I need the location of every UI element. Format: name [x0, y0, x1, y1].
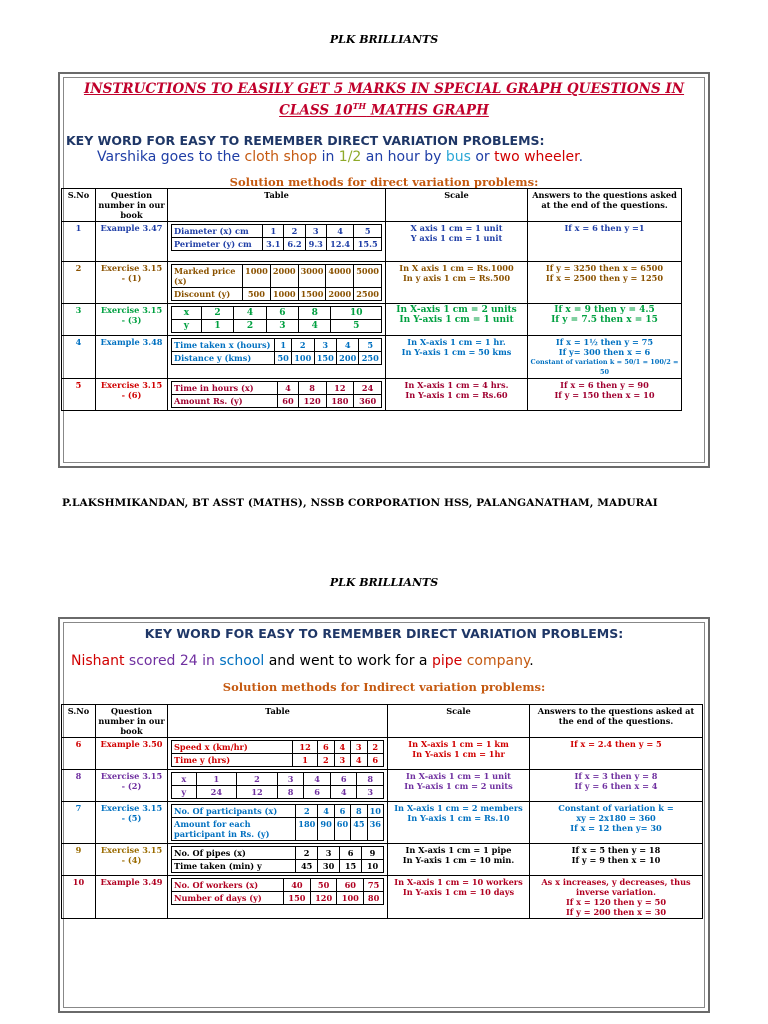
- x-label: No. Of pipes (x): [172, 847, 296, 860]
- row-sno: 6: [62, 738, 96, 770]
- scale-x: In X-axis 1 cm = 2 units: [396, 305, 517, 315]
- x-value: 4: [336, 339, 358, 352]
- x-value: 3: [351, 741, 367, 754]
- col-scale: Scale: [388, 705, 530, 738]
- col-question: Question number in our book: [96, 189, 168, 222]
- answer-1: If x = 3 then y = 8: [574, 771, 658, 781]
- scale-y: Y axis 1 cm = 1 unit: [410, 233, 503, 243]
- subtitle-indirect: Solution methods for Indirect variation problems:: [222, 680, 546, 694]
- x-value: 10: [331, 307, 382, 320]
- y-values-row: [172, 320, 382, 333]
- direct-variation-table: [61, 188, 682, 411]
- x-value: 6: [330, 773, 357, 786]
- x-value: 3000: [298, 265, 326, 288]
- x-value: 75: [364, 879, 384, 892]
- value-table: [171, 772, 384, 799]
- title-superscript: TH: [352, 101, 367, 111]
- x-value: 4: [278, 382, 299, 395]
- col-question: Question number in our book: [96, 705, 168, 738]
- table-header-row: [62, 189, 682, 222]
- y-value: 80: [364, 892, 384, 905]
- x-value: 3: [318, 847, 340, 860]
- table-row: [62, 802, 703, 844]
- row-question: Exercise 3.15 - (2): [96, 770, 168, 802]
- table-row: [62, 876, 703, 919]
- answer-3: Constant of variation k = 50/1 = 100/2 = 50: [530, 358, 679, 376]
- y-value: 4: [351, 754, 367, 767]
- title-line-1: INSTRUCTIONS TO EASILY GET 5 MARKS IN SPECIAL GRAPH QUESTIONS IN: [83, 81, 685, 97]
- row-scale: [386, 336, 528, 379]
- x-values-row: [172, 879, 384, 892]
- y-value: 100: [337, 892, 364, 905]
- y-label: y: [172, 786, 197, 799]
- word-pipe: pipe: [431, 653, 463, 669]
- title-line-2: [62, 98, 706, 120]
- word-nishant: Nishant: [71, 653, 125, 669]
- scale-y: In Y-axis 1 cm = 1 unit: [399, 315, 514, 325]
- row-table: [168, 738, 388, 770]
- scale-x: In X-axis 1 cm = 1 km: [408, 739, 509, 749]
- table-row: [62, 379, 682, 411]
- subtitle-direct: Solution methods for direct variation problems:: [229, 175, 539, 189]
- y-values-row: [172, 288, 382, 301]
- row-scale: [388, 770, 530, 802]
- y-value: 50: [275, 352, 292, 365]
- y-value: 9.3: [305, 238, 326, 251]
- value-table: [171, 804, 384, 841]
- scale-y: In Y-axis 1 cm = 10 min.: [402, 855, 515, 865]
- value-table: [171, 224, 382, 251]
- row-answers: [528, 336, 682, 379]
- y-values-row: [172, 395, 382, 408]
- scale-y: In Y-axis 1 cm = Rs.10: [407, 813, 510, 823]
- y-value: 36: [367, 818, 383, 841]
- row-scale: [388, 802, 530, 844]
- y-value: 15: [340, 860, 362, 873]
- y-value: 2: [318, 754, 334, 767]
- row-table: [168, 844, 388, 876]
- answer-1: As x increases, y decreases, thus inverse variation.: [541, 877, 691, 897]
- x-value: 6: [340, 847, 362, 860]
- answer-1: If x = 1½ then y = 75: [555, 337, 654, 347]
- scale-x: In X-axis 1 cm = 1 pipe: [405, 845, 512, 855]
- value-table: [171, 306, 382, 333]
- row-scale: [386, 222, 528, 262]
- row-sno: 5: [62, 379, 96, 411]
- x-value: 8: [351, 805, 367, 818]
- sentence-period: .: [578, 149, 584, 165]
- x-label: Marked price (x): [172, 265, 243, 288]
- y-value: 200: [336, 352, 358, 365]
- row-sno: 1: [62, 222, 96, 262]
- row-answers: [528, 304, 682, 336]
- y-label: Perimeter (y) cm: [172, 238, 263, 251]
- row-question: Example 3.48: [96, 336, 168, 379]
- x-value: 4: [304, 773, 331, 786]
- x-value: 1: [263, 225, 284, 238]
- y-value: 2000: [326, 288, 354, 301]
- x-value: 8: [357, 773, 384, 786]
- x-value: 8: [298, 382, 326, 395]
- y-value: 2: [234, 320, 266, 333]
- x-label: x: [172, 307, 202, 320]
- x-value: 12: [326, 382, 354, 395]
- value-table: [171, 381, 382, 408]
- title-class: CLASS 10: [279, 102, 353, 119]
- row-sno: 9: [62, 844, 96, 876]
- table-header-row: [62, 705, 703, 738]
- row-table: [168, 876, 388, 919]
- row-sno: 8: [62, 770, 96, 802]
- x-values-row: [172, 265, 382, 288]
- y-value: 1500: [298, 288, 326, 301]
- row-sno: 7: [62, 802, 96, 844]
- scale-x: X axis 1 cm = 1 unit: [410, 223, 503, 233]
- x-value: 12: [292, 741, 317, 754]
- row-table: [168, 222, 386, 262]
- x-label: No. Of participants (x): [172, 805, 296, 818]
- y-value: 60: [334, 818, 350, 841]
- x-value: 60: [337, 879, 364, 892]
- row-table: [168, 379, 386, 411]
- answer-3: If x = 12 then y= 30: [570, 823, 662, 833]
- row-answers: [530, 802, 703, 844]
- x-value: 8: [299, 307, 331, 320]
- y-value: 6: [367, 754, 384, 767]
- col-scale: Scale: [386, 189, 528, 222]
- row-scale: [388, 844, 530, 876]
- word-or: or: [470, 149, 495, 165]
- col-table: Table: [168, 189, 386, 222]
- scale-x: In X-axis 1 cm = 1 unit: [406, 771, 511, 781]
- row-sno: 4: [62, 336, 96, 379]
- y-value: 30: [318, 860, 340, 873]
- y-values-row: [172, 352, 382, 365]
- word-half: 1/2: [338, 149, 362, 165]
- word-scored: scored: [124, 653, 180, 669]
- row-sno: 10: [62, 876, 96, 919]
- row-answers: [530, 844, 703, 876]
- row-question: Exercise 3.15 - (1): [96, 262, 168, 304]
- x-value: 2: [284, 225, 305, 238]
- scale-y: In Y-axis 1 cm = Rs.60: [405, 390, 508, 400]
- value-table: [171, 878, 384, 905]
- answer-2: If y = 150 then x = 10: [554, 390, 655, 400]
- answer-1: If x = 5 then y = 18: [571, 845, 661, 855]
- y-value: 120: [310, 892, 337, 905]
- y-value: 12: [237, 786, 278, 799]
- y-value: 500: [243, 288, 271, 301]
- x-value: 6: [334, 805, 350, 818]
- x-value: 3: [277, 773, 304, 786]
- x-value: 2: [201, 307, 233, 320]
- y-value: 12.4: [326, 238, 354, 251]
- scale-y: In Y-axis 1 cm = 1hr: [412, 749, 505, 759]
- mnemonic-sentence-2: [71, 653, 534, 669]
- indirect-variation-table: [61, 704, 703, 919]
- row-question: Example 3.50: [96, 738, 168, 770]
- x-values-row: [172, 847, 384, 860]
- answer-1: If x = 6 then y =1: [564, 223, 645, 233]
- y-value: 120: [298, 395, 326, 408]
- word-two-wheeler: two wheeler: [494, 149, 579, 165]
- table-row: [62, 304, 682, 336]
- x-value: 10: [367, 805, 383, 818]
- row-sno: 2: [62, 262, 96, 304]
- row-scale: [386, 262, 528, 304]
- x-value: 4: [334, 741, 350, 754]
- x-value: 5: [359, 339, 382, 352]
- answer-3: If y = 200 then x = 30: [565, 907, 667, 917]
- x-values-row: [172, 225, 382, 238]
- x-label: Speed x (km/hr): [172, 741, 293, 754]
- y-label: Amount for each participant in Rs. (y): [172, 818, 296, 841]
- x-value: 2: [367, 741, 384, 754]
- y-value: 4: [299, 320, 331, 333]
- answer-2: If y = 7.5 then x = 15: [551, 315, 658, 325]
- col-sno: S.No: [62, 705, 96, 738]
- row-answers: [528, 379, 682, 411]
- answer-2: xy = 2x180 = 360: [576, 813, 656, 823]
- x-value: 3: [305, 225, 326, 238]
- y-value: 3: [266, 320, 298, 333]
- y-value: 2500: [354, 288, 382, 301]
- y-value: 10: [362, 860, 384, 873]
- table-row: [62, 222, 682, 262]
- x-values-row: [172, 307, 382, 320]
- word-went-to-work: and went to work for a: [264, 653, 432, 669]
- value-table: [171, 740, 384, 767]
- x-label: Time in hours (x): [172, 382, 278, 395]
- y-label: Time taken (min) y: [172, 860, 296, 873]
- x-value: 3: [314, 339, 336, 352]
- x-label: Time taken x (hours): [172, 339, 275, 352]
- y-label: Time y (hrs): [172, 754, 293, 767]
- y-value: 1000: [270, 288, 298, 301]
- word-cloth-shop: cloth shop: [244, 149, 318, 165]
- y-value: 250: [359, 352, 382, 365]
- y-values-row: [172, 892, 384, 905]
- table-row: [62, 262, 682, 304]
- y-value: 100: [292, 352, 314, 365]
- scale-y: In Y-axis 1 cm = 2 units: [404, 781, 513, 791]
- word-school: school: [219, 653, 265, 669]
- keyword-heading-2: KEY WORD FOR EASY TO REMEMBER DIRECT VARIATION PROBLEMS:: [144, 626, 624, 641]
- y-value: 180: [296, 818, 318, 841]
- row-question: Exercise 3.15 - (3): [96, 304, 168, 336]
- y-value: 90: [318, 818, 334, 841]
- answer-2: If y = 9 then x = 10: [571, 855, 661, 865]
- y-value: 6.2: [284, 238, 305, 251]
- word-company: company: [462, 653, 530, 669]
- row-table: [168, 802, 388, 844]
- row-table: [168, 336, 386, 379]
- y-value: 4: [330, 786, 357, 799]
- y-value: 24: [196, 786, 237, 799]
- y-label: Discount (y): [172, 288, 243, 301]
- x-value: 6: [318, 741, 334, 754]
- y-values-row: [172, 754, 384, 767]
- y-values-row: [172, 786, 384, 799]
- x-value: 4: [326, 225, 354, 238]
- row-table: [168, 262, 386, 304]
- answer-1: Constant of variation k =: [558, 803, 674, 813]
- word-in: in: [197, 653, 220, 669]
- y-value: 1: [201, 320, 233, 333]
- x-value: 1000: [243, 265, 271, 288]
- x-values-row: [172, 382, 382, 395]
- x-values-row: [172, 741, 384, 754]
- y-value: 5: [331, 320, 382, 333]
- row-question: Exercise 3.15 - (5): [96, 802, 168, 844]
- value-table: [171, 846, 384, 873]
- scale-x: In X-axis 1 cm = 1 hr.: [407, 337, 506, 347]
- x-value: 2: [296, 805, 318, 818]
- row-answers: [530, 770, 703, 802]
- table-row: [62, 770, 703, 802]
- row-scale: [388, 876, 530, 919]
- scale-y: In y axis 1 cm = Rs.500: [402, 273, 511, 283]
- page-header-2: PLK BRILLIANTS: [329, 576, 439, 589]
- row-scale: [388, 738, 530, 770]
- col-sno: S.No: [62, 189, 96, 222]
- scale-x: In X-axis 1 cm = 2 members: [394, 803, 523, 813]
- row-scale: [386, 304, 528, 336]
- row-answers: [528, 222, 682, 262]
- value-table: [171, 264, 382, 301]
- y-value: 3: [334, 754, 350, 767]
- row-answers: [528, 262, 682, 304]
- row-sno: 3: [62, 304, 96, 336]
- x-value: 5000: [354, 265, 382, 288]
- row-table: [168, 770, 388, 802]
- author-footer: P.LAKSHMIKANDAN, BT ASST (MATHS), NSSB CORPORATION HSS, PALANGANATHAM, MADURAI: [62, 497, 658, 509]
- table-row: [62, 844, 703, 876]
- x-value: 40: [284, 879, 311, 892]
- y-value: 8: [277, 786, 304, 799]
- table-row: [62, 738, 703, 770]
- x-value: 9: [362, 847, 384, 860]
- y-value: 45: [351, 818, 367, 841]
- x-value: 24: [354, 382, 382, 395]
- y-label: Number of days (y): [172, 892, 284, 905]
- y-label: Distance y (kms): [172, 352, 275, 365]
- row-scale: [386, 379, 528, 411]
- x-label: No. Of workers (x): [172, 879, 284, 892]
- x-value: 2: [296, 847, 318, 860]
- x-label: x: [172, 773, 197, 786]
- x-values-row: [172, 339, 382, 352]
- scale-x: In X-axis 1 cm = 10 workers: [394, 877, 523, 887]
- value-table: [171, 338, 382, 365]
- y-value: 180: [326, 395, 354, 408]
- answer-2: If y = 6 then x = 4: [574, 781, 658, 791]
- x-value: 5: [354, 225, 382, 238]
- answer-2: If x = 120 then y = 50: [565, 897, 667, 907]
- y-value: 60: [278, 395, 299, 408]
- x-label: Diameter (x) cm: [172, 225, 263, 238]
- answer-2: If x = 2500 then y = 1250: [545, 273, 664, 283]
- y-label: Amount Rs. (y): [172, 395, 278, 408]
- x-value: 2: [292, 339, 314, 352]
- y-value: 360: [354, 395, 382, 408]
- scale-x: In X axis 1 cm = Rs.1000: [399, 263, 514, 273]
- x-value: 1: [275, 339, 292, 352]
- x-value: 2000: [270, 265, 298, 288]
- scale-y: In Y-axis 1 cm = 50 kms: [401, 347, 512, 357]
- table-row: [62, 336, 682, 379]
- y-value: 150: [284, 892, 311, 905]
- word-bus: bus: [445, 149, 471, 165]
- y-value: 15.5: [354, 238, 382, 251]
- row-question: Example 3.47: [96, 222, 168, 262]
- scale-y: In Y-axis 1 cm = 10 days: [402, 887, 515, 897]
- x-value: 4: [234, 307, 266, 320]
- x-value: 2: [237, 773, 278, 786]
- y-label: y: [172, 320, 202, 333]
- answer-1: If x = 9 then y = 4.5: [554, 305, 655, 315]
- mnemonic-sentence-1: [97, 149, 583, 165]
- y-value: 45: [296, 860, 318, 873]
- keyword-heading-1: KEY WORD FOR EASY TO REMEMBER DIRECT VARIATION PROBLEMS:: [66, 133, 545, 148]
- x-value: 4: [318, 805, 334, 818]
- y-value: 1: [292, 754, 317, 767]
- row-answers: [530, 738, 703, 770]
- word-goes: goes to the: [156, 149, 245, 165]
- x-value: 6: [266, 307, 298, 320]
- col-answers: Answers to the questions asked at the end of the questions.: [530, 705, 703, 738]
- row-question: Exercise 3.15 - (6): [96, 379, 168, 411]
- x-values-row: [172, 773, 384, 786]
- answer-1: If x = 2.4 then y = 5: [570, 739, 662, 749]
- main-title: [62, 81, 706, 120]
- title-maths-graph: MATHS GRAPH: [366, 102, 489, 119]
- row-question: Exercise 3.15 - (4): [96, 844, 168, 876]
- page-header-1: PLK BRILLIANTS: [329, 33, 439, 46]
- x-value: 4000: [326, 265, 354, 288]
- y-value: 6: [304, 786, 331, 799]
- scale-x: In X-axis 1 cm = 4 hrs.: [404, 380, 509, 390]
- col-table: Table: [168, 705, 388, 738]
- y-value: 150: [314, 352, 336, 365]
- y-values-row: [172, 818, 384, 841]
- y-values-row: [172, 860, 384, 873]
- sentence-period-2: .: [529, 653, 534, 669]
- word-hour-by: an hour by: [361, 149, 446, 165]
- row-question: Example 3.49: [96, 876, 168, 919]
- col-answers: Answers to the questions asked at the end of the questions.: [528, 189, 682, 222]
- row-table: [168, 304, 386, 336]
- answer-1: If y = 3250 then x = 6500: [545, 263, 664, 273]
- x-value: 1: [196, 773, 237, 786]
- answer-1: If x = 6 then y = 90: [560, 380, 649, 390]
- y-value: 3.1: [263, 238, 284, 251]
- row-answers: [530, 876, 703, 919]
- x-values-row: [172, 805, 384, 818]
- y-value: 3: [357, 786, 384, 799]
- word-varshika: Varshika: [97, 149, 157, 165]
- answer-2: If y= 300 then x = 6: [558, 347, 651, 357]
- word-24: 24: [179, 653, 198, 669]
- word-in: in: [317, 149, 339, 165]
- x-value: 50: [310, 879, 337, 892]
- y-values-row: [172, 238, 382, 251]
